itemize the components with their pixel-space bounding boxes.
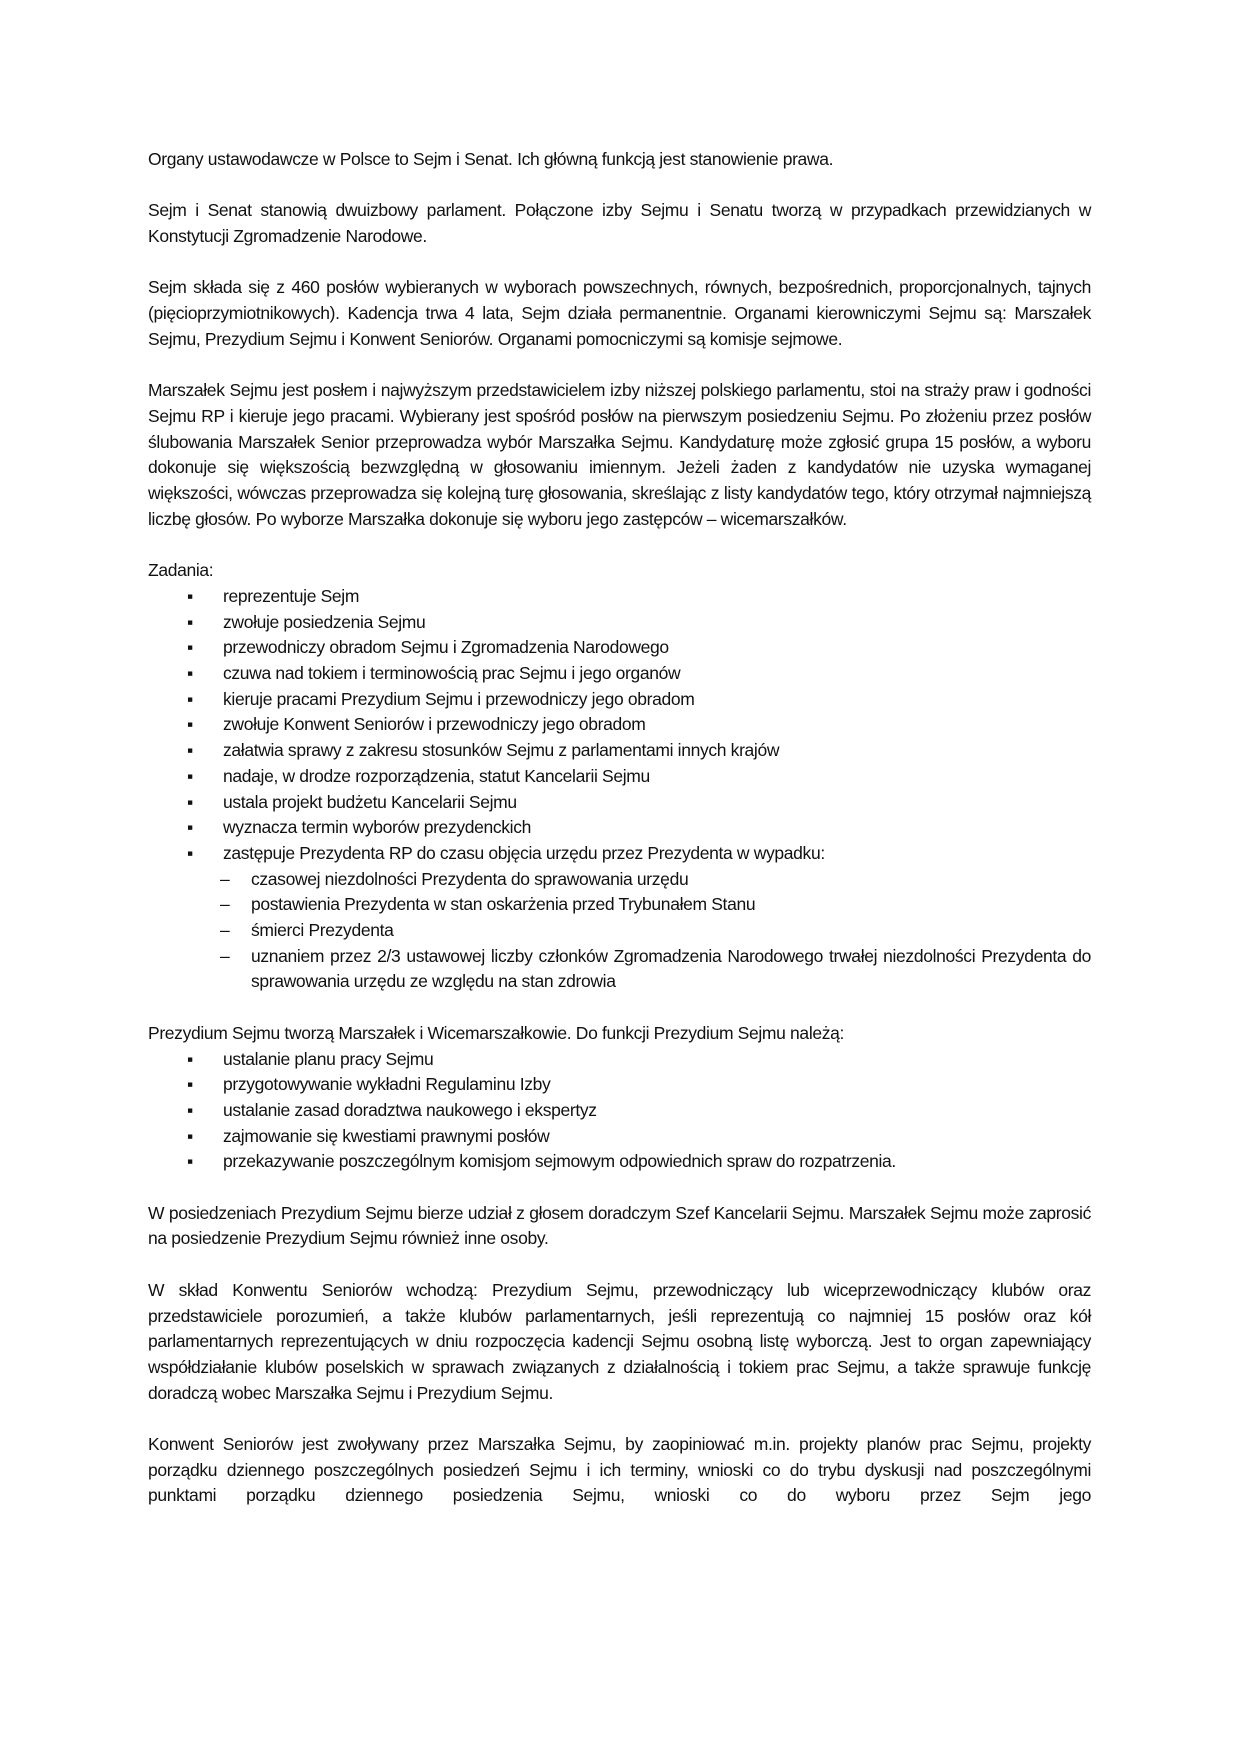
dash-icon: – [220, 868, 230, 889]
zastepstwo-list [148, 867, 1091, 996]
zadanie-item [148, 712, 1091, 738]
bullet-icon: ▪ [187, 842, 193, 863]
dash-icon: – [220, 945, 230, 966]
paragraph-marszalek: Marszałek Sejmu jest posłem i najwyższym przedstawicielem izby niższej polskiego parlamentu, stoi na straży praw i godności Sejmu RP i kieruje jego pracami. Wybierany jest spośród posłów na pierwszym posiedzeniu Sejmu. Po złożeniu przez posłów ślubowania Marszałek Senior przeprowadza wybór Marszałka Sejmu. Kandydaturę może zgłosić grupa 15 posłów, a wyboru dokonuje się większością bezwzględną w głosowaniu imiennym. Jeżeli żaden z kandydatów nie uzyska wymaganej większości, wówczas przeprowadza się kolejną turę głosowania, skreślając z listy kandydatów tego, który otrzymał najmniejszą liczbę głosów. Po wyborze Marszałka dokonuje się wyboru jego zastępców – wicemarszałków. [148, 380, 1091, 529]
zadanie-item [148, 661, 1091, 687]
list-item-text: postawienia Prezydenta w stan oskarżenia przed Trybunałem Stanu [251, 894, 756, 915]
zadanie-item [148, 635, 1091, 661]
paragraph-parlament: Sejm i Senat stanowią dwuizbowy parlament. Połączone izby Sejmu i Senatu tworzą w przypadkach przewidzianych w Konstytucji Zgromadzenie Narodowe. [148, 200, 1091, 247]
bullet-icon: ▪ [187, 714, 193, 735]
zadanie-item [148, 790, 1091, 816]
bullet-icon: ▪ [187, 1151, 193, 1172]
dash-icon: – [220, 894, 230, 915]
zadanie-item [148, 815, 1091, 841]
list-item-text: przewodniczy obradom Sejmu i Zgromadzenia Narodowego [223, 637, 669, 658]
prezydium-intro: Prezydium Sejmu tworzą Marszałek i Wicemarszałkowie. Do funkcji Prezydium Sejmu należą: [148, 1022, 845, 1043]
paragraph-posiedzenia: W posiedzeniach Prezydium Sejmu bierze udział z głosem doradczym Szef Kancelarii Sejmu. Marszałek Sejmu może zaprosić na posiedzenie Prezydium Sejmu również inne osoby. [148, 1202, 1091, 1249]
list-item-text: nadaje, w drodze rozporządzenia, statut Kancelarii Sejmu [223, 765, 650, 786]
bullet-icon: ▪ [187, 791, 193, 812]
list-item-text: ustala projekt budżetu Kancelarii Sejmu [223, 791, 517, 812]
list-item-text: kieruje pracami Prezydium Sejmu i przewodniczy jego obradom [223, 688, 695, 709]
paragraph-konwent-sklad: W skład Konwentu Seniorów wchodzą: Prezydium Sejmu, przewodniczący lub wiceprzewodniczący klubów oraz przedstawiciele porozumień, a także klubów parlamentarnych, jeśli reprezentują co najmniej 15 posłów oraz kół parlamentarnych reprezentujących w dniu rozpoczęcia kadencji Sejmu osobną listę wyborczą. Jest to organ zapewniający współdziałanie klubów poselskich w sprawach związanych z działalnością i tokiem prac Sejmu, a także sprawuje funkcję doradczą wobec Marszałka Sejmu i Prezydium Sejmu. [148, 1279, 1091, 1403]
paragraph-organy: Organy ustawodawcze w Polsce to Sejm i Senat. Ich główną funkcją jest stanowienie prawa. [148, 149, 834, 169]
prezydium-funkcja-item [148, 1047, 1091, 1073]
list-item-text: zwołuje posiedzenia Sejmu [223, 611, 426, 632]
list-item-text: czasowej niezdolności Prezydenta do sprawowania urzędu [251, 868, 689, 889]
bullet-icon: ▪ [187, 1048, 193, 1069]
bullet-icon: ▪ [187, 765, 193, 786]
zadanie-item [148, 764, 1091, 790]
zadanie-item [148, 584, 1091, 610]
bullet-icon: ▪ [187, 1074, 193, 1095]
bullet-icon: ▪ [187, 688, 193, 709]
prezydium-funkcja-item [148, 1072, 1091, 1098]
list-item-text: zwołuje Konwent Seniorów i przewodniczy jego obradom [223, 714, 646, 735]
bullet-icon: ▪ [187, 637, 193, 658]
zadania-heading: Zadania: [148, 560, 214, 581]
bullet-icon: ▪ [187, 1125, 193, 1146]
list-item-text: ustalanie zasad doradztwa naukowego i ekspertyz [223, 1099, 597, 1120]
zastepstwo-item [148, 892, 1091, 918]
zadanie-item [148, 841, 1091, 867]
prezydium-list [148, 1047, 1091, 1176]
zastepstwo-item [148, 918, 1091, 944]
zadania-list [148, 584, 1091, 867]
zastepstwo-item [148, 867, 1091, 893]
dash-icon: – [220, 920, 230, 941]
prezydium-funkcja-item [148, 1149, 1091, 1175]
list-item-text: czuwa nad tokiem i terminowością prac Sejmu i jego organów [223, 663, 681, 683]
document-page [148, 147, 1091, 1535]
prezydium-funkcja-item [148, 1124, 1091, 1150]
zadanie-item [148, 687, 1091, 713]
list-item-text: śmierci Prezydenta [251, 920, 394, 941]
prezydium-funkcja-item [148, 1098, 1091, 1124]
list-item-text: załatwia sprawy z zakresu stosunków Sejmu z parlamentami innych krajów [223, 740, 780, 761]
zadanie-item [148, 610, 1091, 636]
paragraph-sejm: Sejm składa się z 460 posłów wybieranych w wyborach powszechnych, równych, bezpośrednich, proporcjonalnych, tajnych (pięcioprzymiotnikowych). Kadencja trwa 4 lata, Sejm działa permanentnie. Organami kierowniczymi Sejmu są: Marszałek Sejmu, Prezydium Sejmu i Konwent Seniorów. Organami pomocniczymi są komisje sejmowe. [148, 277, 1091, 349]
list-item-text: reprezentuje Sejm [223, 585, 360, 606]
bullet-icon: ▪ [187, 611, 193, 632]
bullet-icon: ▪ [187, 663, 193, 683]
zadanie-item [148, 738, 1091, 764]
list-item-text: przekazywanie poszczególnym komisjom sejmowym odpowiednich spraw do rozpatrzenia. [223, 1151, 896, 1172]
list-item-text: przygotowywanie wykładni Regulaminu Izby [223, 1074, 551, 1095]
bullet-icon: ▪ [187, 817, 193, 838]
list-item-text: zastępuje Prezydenta RP do czasu objęcia urzędu przez Prezydenta w wypadku: [223, 842, 825, 863]
paragraph-konwent-zwolywany: Konwent Seniorów jest zwoływany przez Marszałka Sejmu, by zaopiniować m.in. projekty planów prac Sejmu, projekty porządku dziennego poszczególnych posiedzeń Sejmu i ich terminy, wnioski co do trybu dyskusji nad poszczególnymi punktami porządku dziennego posiedzenia Sejmu, wnioski co do wyboru przez Sejm jego [148, 1434, 1091, 1506]
list-item-text: wyznacza termin wyborów prezydenckich [223, 817, 532, 838]
list-item-text: ustalanie planu pracy Sejmu [223, 1048, 434, 1069]
bullet-icon: ▪ [187, 1099, 193, 1120]
bullet-icon: ▪ [187, 585, 193, 606]
list-item-text: zajmowanie się kwestiami prawnymi posłów [223, 1125, 550, 1146]
zastepstwo-item [148, 944, 1091, 995]
bullet-icon: ▪ [187, 740, 193, 761]
list-item-text: uznaniem przez 2/3 ustawowej liczby członków Zgromadzenia Narodowego trwałej niezdolności Prezydenta do sprawowania urzędu ze względu na stan zdrowia [251, 945, 1091, 992]
